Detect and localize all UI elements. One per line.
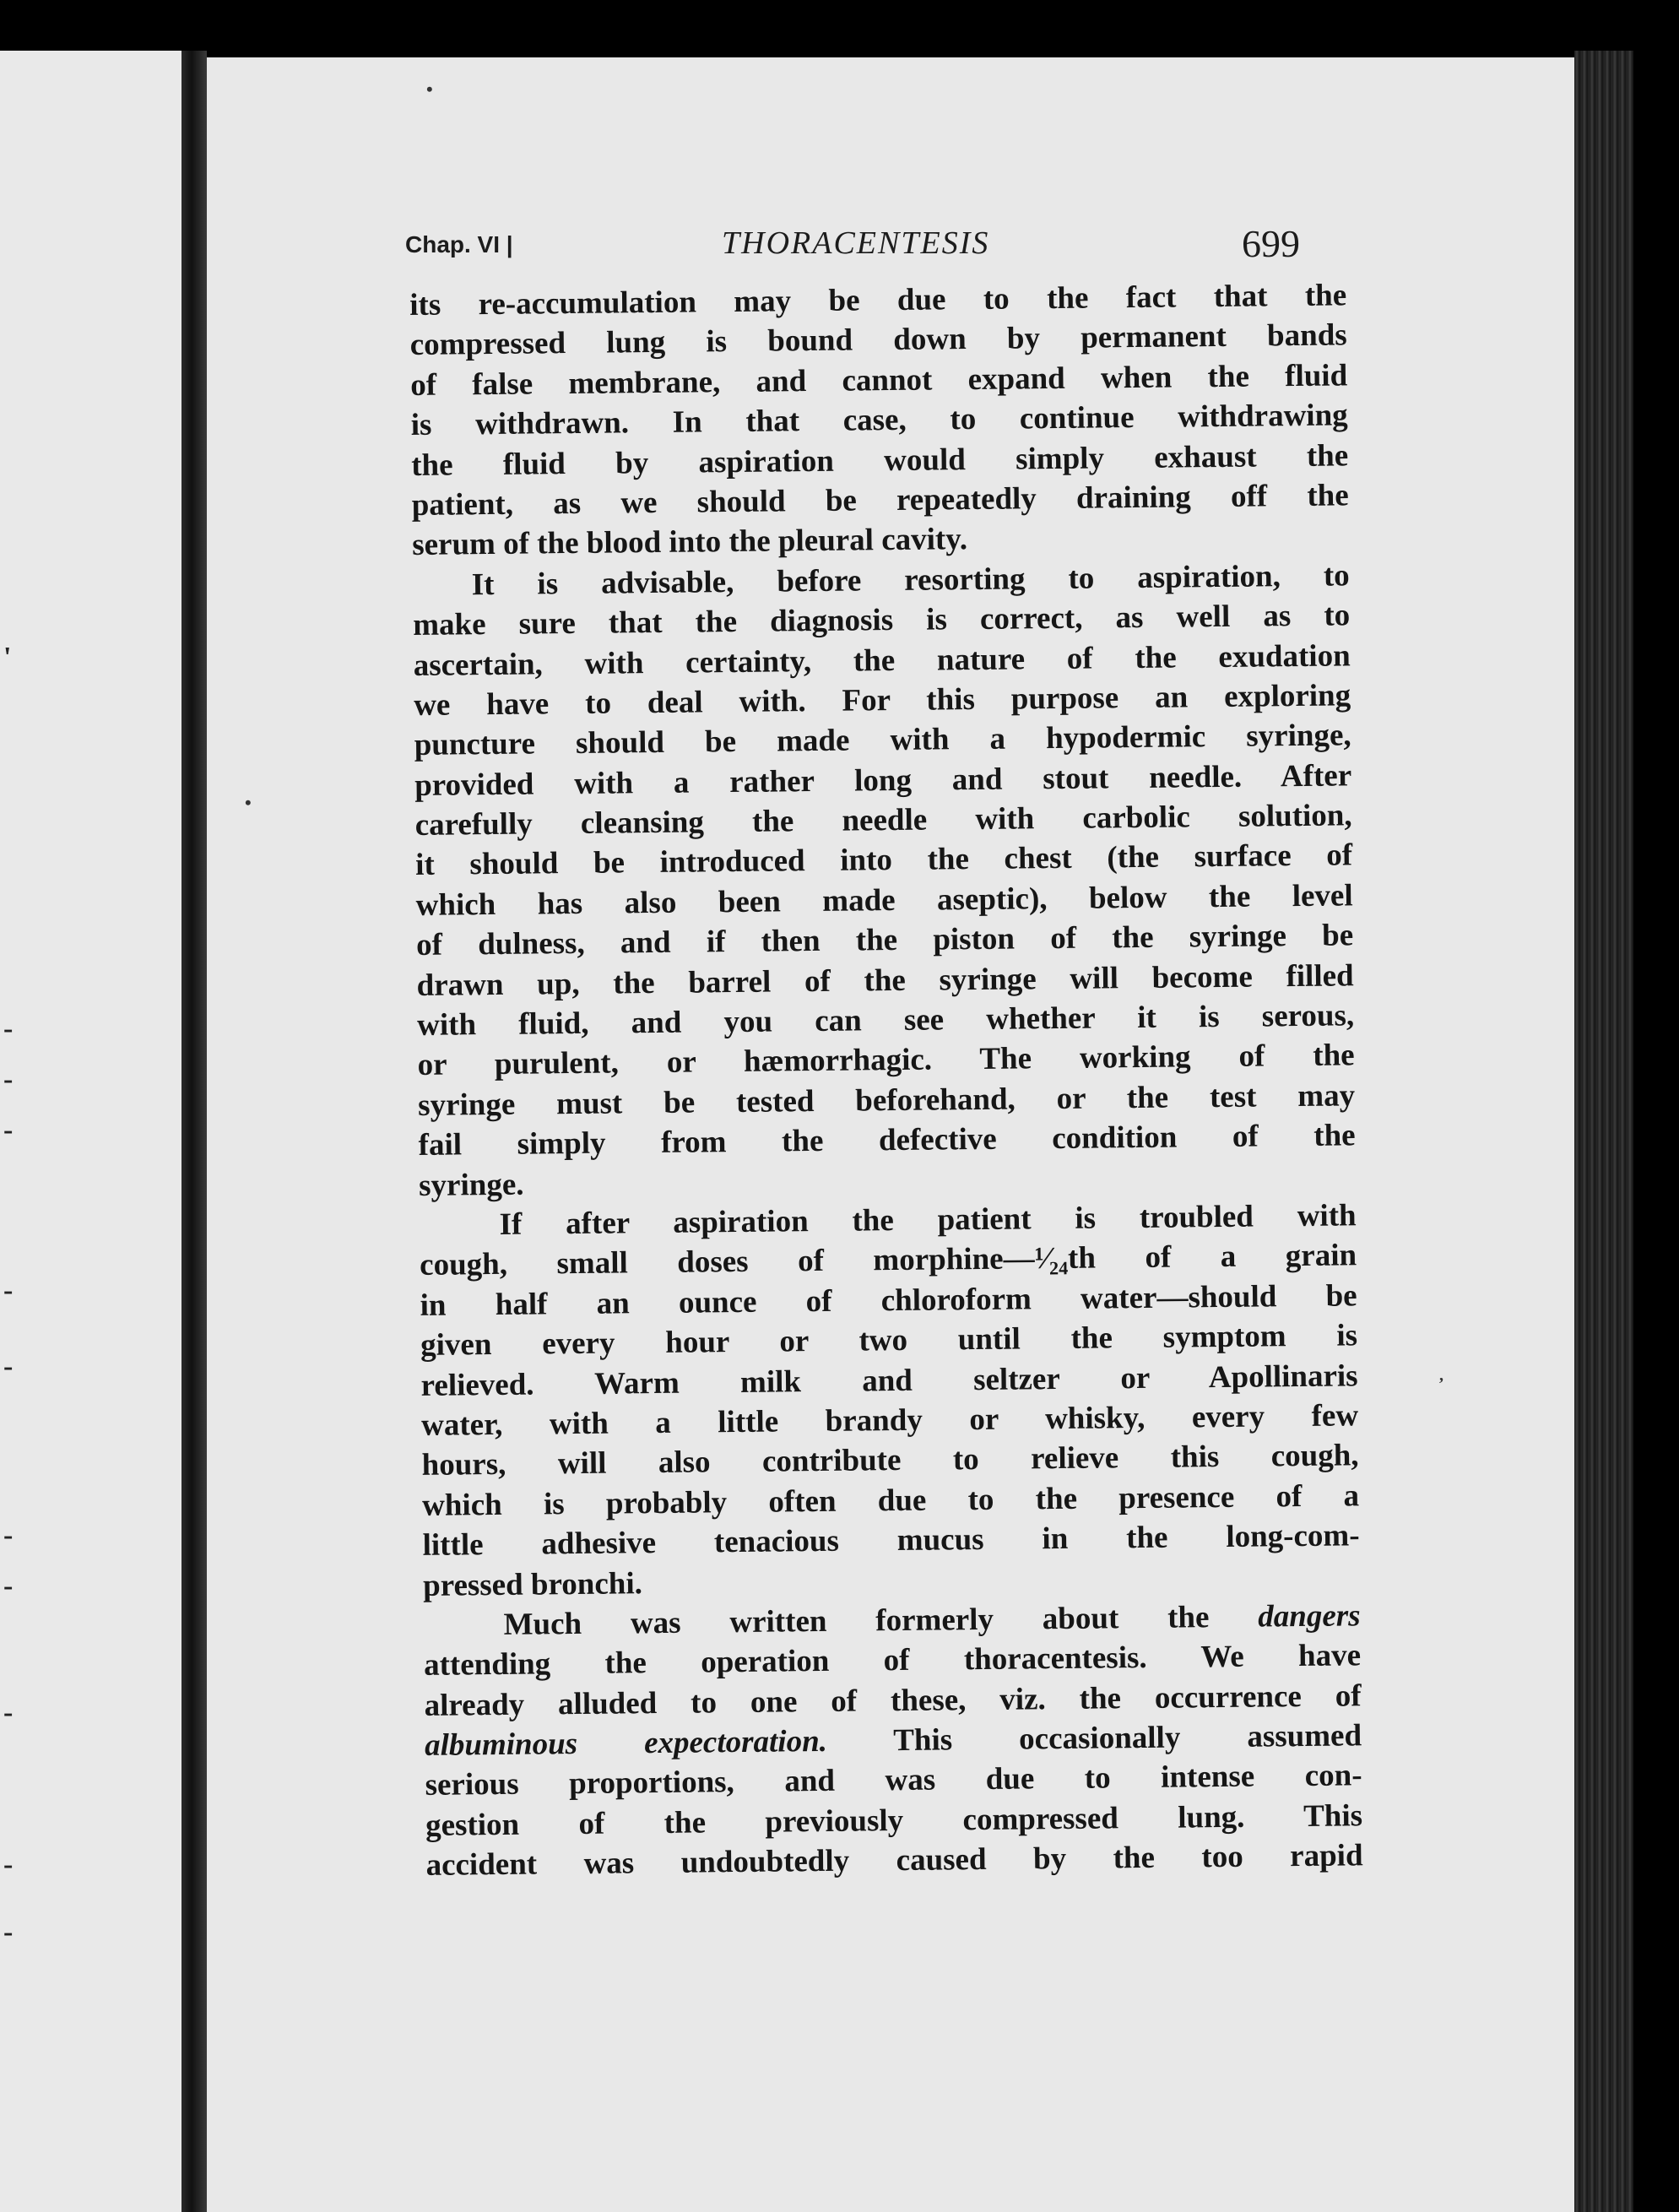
text-line: drawn up, the barrel of the syringe will become filled: [416, 957, 1354, 1003]
text-line: or purulent, or hæmorrhagic. The working of the: [417, 1038, 1355, 1083]
left-page-edge-characters: ' - - - - - - - - - -: [3, 642, 14, 1948]
text-line: serious proportions, and was due to intense con-: [425, 1758, 1362, 1803]
text-line: it should be introduced into the chest (the surface of: [414, 838, 1353, 883]
text-segment: This occasionally assumed: [893, 1718, 1362, 1759]
running-title: THORACENTESIS: [722, 225, 990, 261]
text-line: its re-accumulation may be due to the fact that the: [409, 278, 1347, 323]
text-line: carefully cleansing the needle with carbolic solution,: [414, 798, 1352, 843]
text-line: relieved. Warm milk and seltzer or Apollinaris: [420, 1358, 1358, 1403]
text-line: fail simply from the defective condition of the: [418, 1118, 1356, 1163]
text-line: cough, small doses of morphine—¹⁄₂₄th of a grain: [419, 1238, 1357, 1283]
book-page-edges: [1574, 51, 1633, 2212]
text-line: attending the operation of thoracentesis. We have: [423, 1638, 1362, 1683]
left-page-fragment: [0, 51, 181, 2212]
text-line: serum of the blood into the pleural cavity.: [412, 522, 968, 563]
book-gutter: [181, 51, 207, 2212]
body-text: [409, 275, 1363, 1885]
text-line: we have to deal with. For this purpose an exploring: [413, 678, 1351, 723]
text-line: which is probably often due to the presence of a: [421, 1478, 1360, 1523]
text-line: It is advisable, before resorting to aspiration, to: [471, 558, 1350, 602]
text-line: puncture should be made with a hypodermic syringe,: [414, 718, 1351, 763]
text-line: patient, as we should be repeatedly draining off the: [411, 478, 1349, 523]
text-line: already alluded to one of these, viz. the occurrence of: [424, 1678, 1362, 1723]
text-line: of dulness, and if then the piston of the syringe be: [415, 918, 1354, 963]
text-line: gestion of the previously compressed lung. This: [425, 1798, 1363, 1843]
page-number: 699: [1242, 222, 1300, 265]
text-line: which has also been made aseptic), below the level: [415, 878, 1353, 923]
text-line: syringe must be tested beforehand, or the test may: [417, 1078, 1356, 1123]
text-line: accident was undoubtedly caused by the too rapid: [425, 1838, 1363, 1884]
italic-text: albuminous expectoration.: [424, 1723, 828, 1763]
dust-speck: ,: [1439, 1366, 1443, 1385]
text-line: given every hour or two until the symptom is: [420, 1318, 1358, 1364]
text-line: pressed bronchi.: [422, 1565, 643, 1603]
running-head: [405, 221, 1300, 280]
text-line: provided with a rather long and stout needle. After: [414, 758, 1352, 803]
text-line: hours, will also contribute to relieve this cough,: [421, 1438, 1359, 1483]
dust-speck: •: [426, 79, 433, 100]
chapter-label: Chap. VI |: [405, 231, 513, 258]
text-line: water, with a little brandy or whisky, every few: [420, 1398, 1359, 1443]
text-line: If after aspiration the patient is troubled with: [499, 1198, 1357, 1242]
text-line: in half an ounce of chloroform water—should be: [420, 1278, 1357, 1323]
text-line: ascertain, with certainty, the nature of the exudation: [413, 637, 1351, 683]
dust-speck: •: [245, 792, 252, 813]
text-line: of false membrane, and cannot expand when the fluid: [410, 358, 1348, 403]
text-line: little adhesive tenacious mucus in the long-com-: [422, 1518, 1360, 1564]
italic-text: dangers: [1258, 1598, 1361, 1635]
text-line: the fluid by aspiration would simply exhaust the: [411, 437, 1349, 483]
text-line: syringe.: [418, 1167, 524, 1203]
text-line: is withdrawn. In that case, to continue withdrawing: [410, 398, 1348, 443]
text-segment: Much was written formerly about the: [503, 1600, 1210, 1642]
text-line: compressed lung is bound down by permanent bands: [409, 317, 1347, 363]
text-line: make sure that the diagnosis is correct, as well as to: [413, 598, 1351, 643]
text-line: with fluid, and you can see whether it is serous,: [416, 998, 1355, 1043]
